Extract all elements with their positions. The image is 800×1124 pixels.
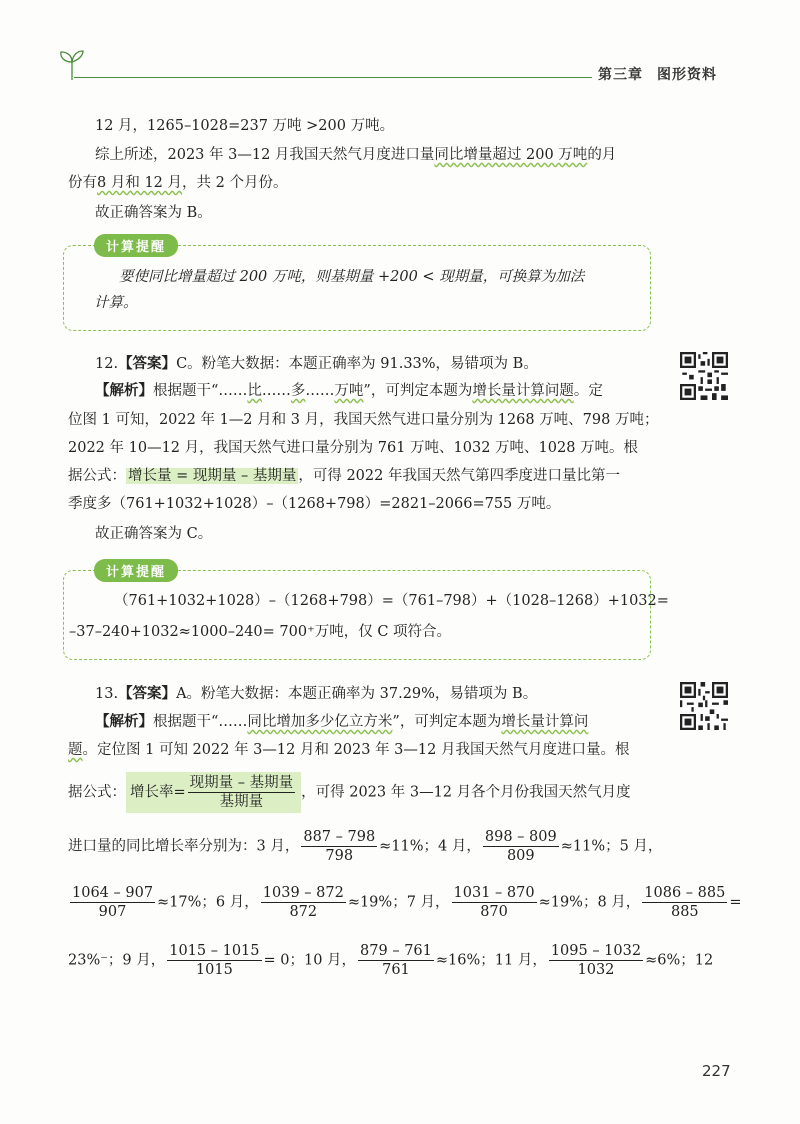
fraction: $\frac{898 - 809}{809}$ xyxy=(484,829,557,864)
underlined-phrase: 8 月和 12 月 xyxy=(97,175,183,191)
analysis-line: 【解析】根据题干“……同比增加多少亿立方米”，可判定本题为增长量计算问 xyxy=(95,714,589,730)
answer-label: 【答案】 xyxy=(118,686,177,702)
text-line: 题。定位图 1 可知 2022 年 3—12 月和 2023 年 3—12 月我国天然气月度进口量。根 xyxy=(68,742,630,758)
underlined-phrase: 增长量计算问题 xyxy=(472,383,574,399)
tip-line: （761+1032+1028）–（1268+798）=（761–798）+（1028–1268）+1032= xyxy=(114,593,669,609)
tip-line: 要使同比增量超过 200 万吨，则基期量 +200 < 现期量，可换算为加法 xyxy=(119,269,585,285)
analysis-label: 【解析】 xyxy=(95,714,153,730)
qr-code-icon[interactable] xyxy=(680,352,728,400)
calc-tip-box xyxy=(63,565,669,660)
analysis-line: 【解析】根据题干“……比……多……万吨”，可判定本题为增长量计算问题。定 xyxy=(95,383,603,399)
analysis-label: 【解析】 xyxy=(95,383,153,399)
rates-line: 进口量的同比增长率分别为：3 月， $\frac{887 - 798}{798}$ ≈11%；4 月， $\frac{898 - 809}{809}$ ≈11%；5 月， xyxy=(68,829,663,864)
header-title xyxy=(598,64,717,84)
fraction: $\frac{1031 - 870}{870}$ xyxy=(453,885,535,920)
page-number: 227 xyxy=(702,1062,731,1080)
fraction: $\frac{887 - 798}{798}$ xyxy=(303,829,376,864)
text-line: 2022 年 10—12 月，我国天然气进口量分别为 761 万吨、1032 万吨、1028 万吨。根 xyxy=(68,440,639,456)
underlined-phrase: 同比增量超过 200 万吨 xyxy=(434,147,588,163)
calc-tip-box xyxy=(63,240,651,331)
answer-line: 13.【答案】A。粉笔大数据：本题正确率为 37.29%，易错项为 B。 xyxy=(95,686,538,702)
qr-code-icon[interactable] xyxy=(680,682,728,730)
text-line: 位图 1 可知，2022 年 1—2 月和 3 月，我国天然气进口量分别为 1268 万吨、798 万吨； xyxy=(68,412,659,428)
growth-rate-formula: 增长率= $\frac{\text{现期量 – 基期量}}{\text{基期量}}$ xyxy=(126,772,301,813)
text-line: 据公式： 增长量 = 现期量 – 基期量 ，可得 2022 年我国天然气第四季度进口量比第一 xyxy=(68,468,620,484)
fraction: $\frac{1095 - 1032}{1032}$ xyxy=(550,943,642,978)
text-line: 季度多（761+1032+1028）–（1268+798）=2821–2066=755 万吨。 xyxy=(68,496,561,512)
underlined-phrase: 同比增加多少亿立方米 xyxy=(247,714,393,730)
fraction: $\frac{879 - 761}{761}$ xyxy=(360,943,432,978)
formula-line: 据公式： 增长率= $\frac{\text{现期量 – 基期量}}{\text{基期量}}$ ，可得 2023 年 3—12 月各个月份我国天然气月度 xyxy=(68,772,658,813)
tip-line: 计算。 xyxy=(94,295,138,311)
rates-line: 23%⁻；9 月， $\frac{1015 - 1015}{1015}$ = 0；10 月， $\frac{879 - 761}{761}$ ≈16%；11 月， $\frac{1095 - 1032}{1032}$ ≈6%；12 xyxy=(68,943,714,978)
answer-label: 【答案】 xyxy=(118,356,177,372)
answer-line: 12.【答案】C。粉笔大数据：本题正确率为 91.33%，易错项为 B。 xyxy=(95,356,538,372)
conclusion-text: 故正确答案为 C。 xyxy=(95,526,213,542)
header-rule xyxy=(74,77,592,78)
rates-line: $\frac{1064 - 907}{907}$ ≈17%；6 月， $\frac{1039 - 872}{872}$ ≈19%；7 月， $\frac{1031 - 870}{870}$ ≈19%；8 月， $\frac{1086 - 885}{885}$ = xyxy=(72,885,742,920)
fraction: $\frac{1086 - 885}{885}$ xyxy=(644,885,726,920)
highlighted-formula: 增长量 = 现期量 – 基期量 xyxy=(128,468,297,484)
text-line: 综上所述，2023 年 3—12 月我国天然气月度进口量同比增量超过 200 万吨的月 xyxy=(95,147,617,163)
conclusion-text: 故正确答案为 B。 xyxy=(95,205,212,221)
section-label: 图形资料 xyxy=(657,67,717,83)
chapter-label: 第三章 xyxy=(598,67,643,83)
tip-line: –37–240+1032≈1000–240= 700⁺万吨，仅 C 项符合。 xyxy=(69,624,452,640)
fraction: $\frac{1015 - 1015}{1015}$ xyxy=(169,943,260,978)
text-line: 12 月，1265–1028=237 万吨 >200 万吨。 xyxy=(95,118,395,134)
fraction: $\frac{1064 - 907}{907}$ xyxy=(72,885,154,920)
text-line: 份有8 月和 12 月，共 2 个月份。 xyxy=(68,175,288,191)
calc-tip-tag: 计算提醒 xyxy=(94,234,178,257)
calc-tip-tag: 计算提醒 xyxy=(94,559,178,582)
fraction: $\frac{1039 - 872}{872}$ xyxy=(262,885,344,920)
